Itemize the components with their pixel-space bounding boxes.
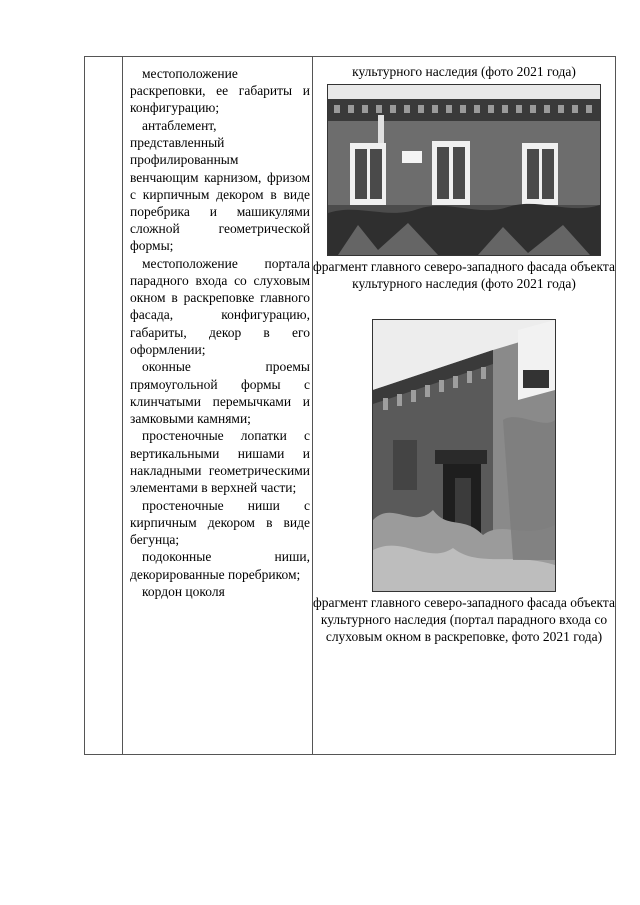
heritage-table <box>84 56 616 755</box>
feature-paragraph: местоположение раскреповки, ее габариты и конфигурацию; <box>130 66 310 116</box>
feature-paragraph: подоконные ниши, декорированные поребриком; <box>130 549 310 582</box>
column-divider-1 <box>122 57 123 754</box>
feature-paragraph: местоположение портала парадного входа со слуховым окном в раскреповке главного фасада, конфигурацию, габариты, декор в его оформлении; <box>130 255 310 357</box>
feature-paragraph: кордон цоколя <box>142 584 225 600</box>
top-caption: культурного наследия (фото 2021 года) <box>352 64 576 79</box>
photo2-caption: фрагмент главного северо-западного фасада объекта культурного наследия (портал парадного входа со слуховым окном в раскреповке, фото 2021 года) <box>313 594 615 645</box>
facade-photo-1 <box>327 84 601 256</box>
feature-paragraph: простеночные лопатки с вертикальными нишами и накладными геометрическими элементами в верхней части; <box>130 428 310 496</box>
feature-paragraph: простеночные ниши с кирпичным декором в виде бегунца; <box>130 497 310 547</box>
feature-paragraph: оконные проемы прямоугольной формы с клинчатыми перемычками и замковыми камнями; <box>130 359 310 426</box>
photo1-caption: фрагмент главного северо-западного фасада объекта культурного наследия (фото 2021 года) <box>313 259 615 292</box>
facade-photo-2 <box>372 319 556 592</box>
features-list <box>130 65 310 601</box>
photos-column <box>312 63 616 645</box>
table-border-left <box>84 57 85 754</box>
feature-paragraph: антаблемент, представленный профилированным венчающим карнизом, фризом с кирпичным декором в виде поребрика и машикулями сложной геометрической формы; <box>130 117 310 254</box>
